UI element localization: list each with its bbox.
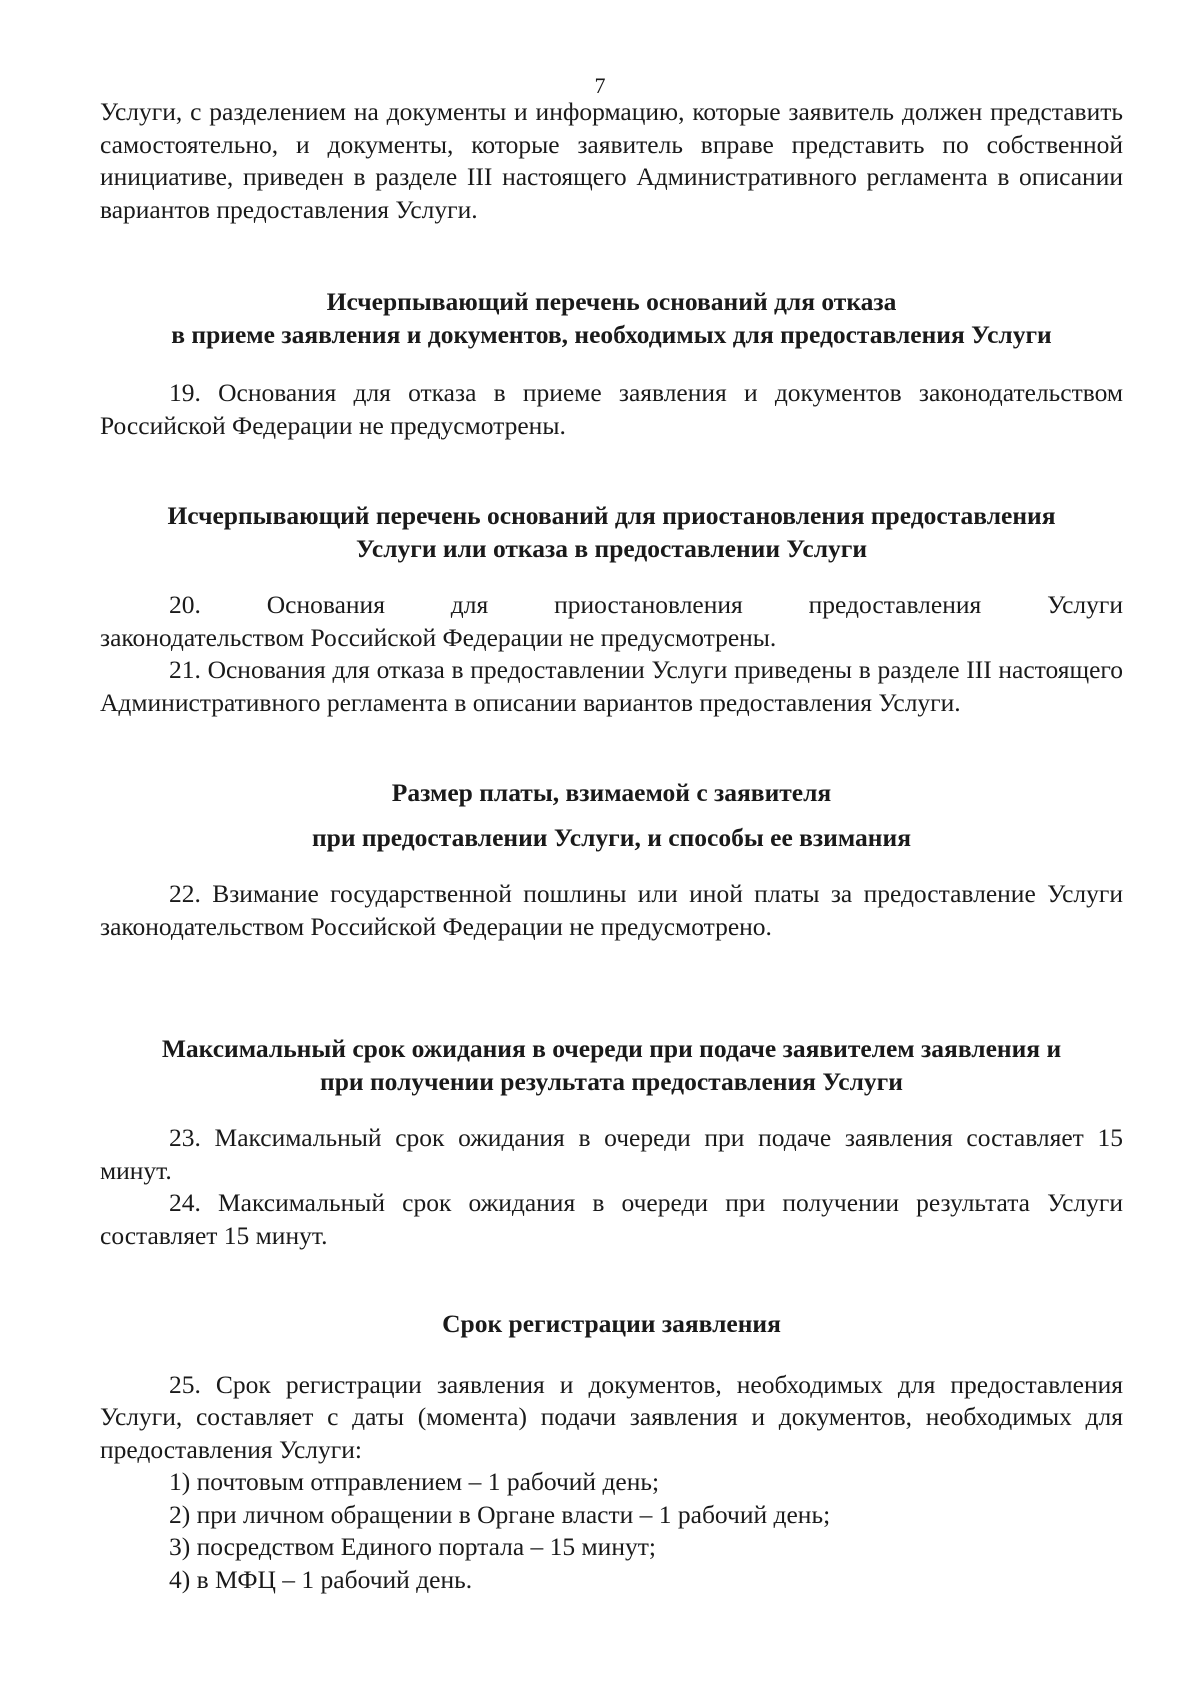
heading-line: в приеме заявления и документов, необходимых для предоставления Услуги — [171, 319, 1052, 349]
paragraph-intro: Услуги, с разделением на документы и информацию, которые заявитель должен представить самостоятельно, и документы, которые заявитель вправе представить по собственной инициативе, приведен в разделе III настоящего Административного регламента в описании вариантов предоставления Услуги. — [100, 97, 1123, 224]
heading-line: при получении результата предоставления Услуги — [320, 1066, 903, 1096]
paragraph-23: 23. Максимальный срок ожидания в очереди при подаче заявления составляет 15 минут. — [100, 1123, 1123, 1185]
paragraph-22: 22. Взимание государственной пошлины или иной платы за предоставление Услуги законодательством Российской Федерации не предусмотрено. — [100, 879, 1123, 941]
paragraph-20-line2: законодательством Российской Федерации не предусмотрены. — [100, 622, 777, 652]
list-item: 3) посредством Единого портала – 15 минут; — [169, 1532, 656, 1561]
heading-registration-time: Срок регистрации заявления — [442, 1309, 781, 1338]
paragraph-24: 24. Максимальный срок ожидания в очереди при получении результата Услуги составляет 15 минут. — [100, 1188, 1123, 1250]
paragraph-25: 25. Срок регистрации заявления и документов, необходимых для предоставления Услуги, составляет с даты (момента) подачи заявления и документов, необходимых для предоставления Услуги: — [100, 1369, 1123, 1464]
heading-line: Исчерпывающий перечень оснований для приостановления предоставления — [167, 501, 1056, 530]
list-item: 2) при личном обращении в Органе власти – 1 рабочий день; — [169, 1499, 831, 1529]
registration-list — [100, 1466, 1123, 1596]
paragraph-21: 21. Основания для отказа в предоставлении Услуги приведены в разделе III настоящего Административного регламента в описании вариантов предоставления Услуги. — [100, 655, 1123, 717]
heading-suspension-refusal — [100, 500, 1123, 565]
paragraph-20-line1: 20. Основания для приостановления предоставления Услуги — [169, 590, 1123, 619]
paragraph-19: 19. Основания для отказа в приеме заявления и документов законодательством Российской Федерации не предусмотрены. — [100, 378, 1123, 440]
heading-line: Максимальный срок ожидания в очереди при подаче заявителем заявления и — [161, 1034, 1062, 1063]
list-item: 4) в МФЦ – 1 рабочий день. — [169, 1564, 473, 1594]
page-number: 7 — [594, 73, 606, 98]
heading-refusal-reception — [100, 286, 1123, 351]
heading-line: Размер платы, взимаемой с заявителя — [391, 778, 832, 807]
document-body — [100, 96, 1123, 1596]
heading-line: Услуги или отказа в предоставлении Услуги — [355, 533, 868, 563]
heading-fee — [100, 777, 1123, 854]
heading-queue-time — [100, 1033, 1123, 1098]
list-item: 1) почтовым отправлением – 1 рабочий день; — [169, 1467, 660, 1496]
heading-line: при предоставлении Услуги, и способы ее взимания — [311, 822, 911, 852]
heading-line: Исчерпывающий перечень оснований для отказа — [326, 287, 897, 316]
